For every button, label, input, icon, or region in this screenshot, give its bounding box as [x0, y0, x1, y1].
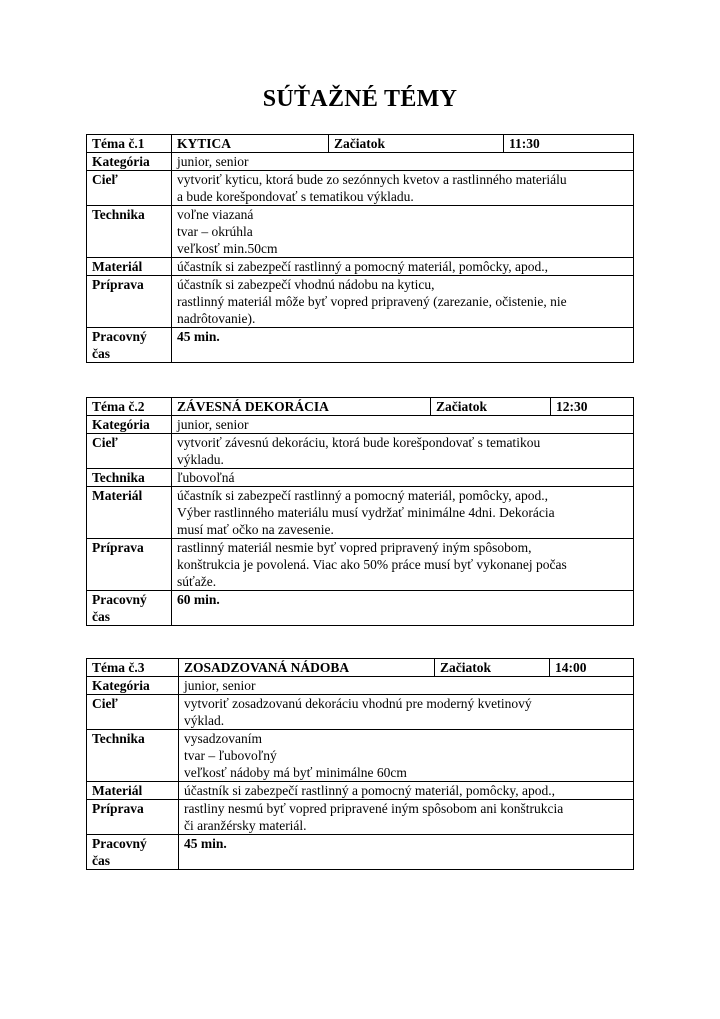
value-ciel: vytvoriť kyticu, ktorá bude zo sezónnych kvetov a rastlinného materiálu a bude korešpondovať s tematikou výkladu.	[172, 171, 634, 206]
label-kategoria: Kategória	[87, 677, 179, 695]
row-priprava	[87, 800, 634, 835]
start-label: Začiatok	[329, 135, 504, 153]
theme-name: KYTICA	[172, 135, 329, 153]
theme-header-row	[87, 398, 634, 416]
label-ciel: Cieľ	[87, 171, 172, 206]
label-ciel: Cieľ	[87, 695, 179, 730]
label-technika: Technika	[87, 730, 179, 782]
label-material: Materiál	[87, 782, 179, 800]
row-kategoria	[87, 416, 634, 434]
row-ciel	[87, 434, 634, 469]
start-time: 12:30	[551, 398, 634, 416]
label-pracovny-cas: Pracovný čas	[87, 591, 172, 626]
theme-name: ZOSADZOVANÁ NÁDOBA	[179, 659, 435, 677]
value-pracovny-cas: 60 min.	[172, 591, 634, 626]
label-technika: Technika	[87, 206, 172, 258]
label-material: Materiál	[87, 258, 172, 276]
theme-number: Téma č.2	[87, 398, 172, 416]
theme-name: ZÁVESNÁ DEKORÁCIA	[172, 398, 431, 416]
theme-header-row	[87, 135, 634, 153]
value-pracovny-cas: 45 min.	[172, 328, 634, 363]
label-kategoria: Kategória	[87, 153, 172, 171]
row-kategoria	[87, 677, 634, 695]
start-label: Začiatok	[435, 659, 550, 677]
theme-number: Téma č.3	[87, 659, 179, 677]
row-technika	[87, 469, 634, 487]
label-ciel: Cieľ	[87, 434, 172, 469]
page-title: SÚŤAŽNÉ TÉMY	[262, 86, 458, 112]
start-time: 14:00	[550, 659, 634, 677]
value-pracovny-cas: 45 min.	[179, 835, 634, 870]
row-priprava	[87, 539, 634, 591]
label-technika: Technika	[87, 469, 172, 487]
label-priprava: Príprava	[87, 800, 179, 835]
theme-header-row	[87, 659, 634, 677]
label-kategoria: Kategória	[87, 416, 172, 434]
value-material: účastník si zabezpečí rastlinný a pomocný materiál, pomôcky, apod.,	[179, 782, 634, 800]
label-pracovny-cas: Pracovný čas	[87, 835, 179, 870]
theme-table-2	[86, 397, 634, 626]
label-priprava: Príprava	[87, 539, 172, 591]
value-ciel: vytvoriť zosadzovanú dekoráciu vhodnú pre moderný kvetinový výklad.	[179, 695, 634, 730]
value-technika: voľne viazaná tvar – okrúhla veľkosť min.50cm	[172, 206, 634, 258]
row-pracovny-cas	[87, 591, 634, 626]
value-priprava: účastník si zabezpečí vhodnú nádobu na kyticu, rastlinný materiál môže byť vopred pripravený (zarezanie, očistenie, nie nadrôtovanie).	[172, 276, 634, 328]
row-kategoria	[87, 153, 634, 171]
start-time: 11:30	[504, 135, 634, 153]
row-technika	[87, 730, 634, 782]
row-ciel	[87, 695, 634, 730]
label-material: Materiál	[87, 487, 172, 539]
row-pracovny-cas	[87, 835, 634, 870]
value-ciel: vytvoriť závesnú dekoráciu, ktorá bude korešpondovať s tematikou výkladu.	[172, 434, 634, 469]
value-kategoria: junior, senior	[172, 416, 634, 434]
label-pracovny-cas: Pracovný čas	[87, 328, 172, 363]
start-label: Začiatok	[431, 398, 551, 416]
theme-number: Téma č.1	[87, 135, 172, 153]
row-priprava	[87, 276, 634, 328]
row-ciel	[87, 171, 634, 206]
value-technika: ľubovoľná	[172, 469, 634, 487]
label-priprava: Príprava	[87, 276, 172, 328]
row-pracovny-cas	[87, 328, 634, 363]
row-material	[87, 258, 634, 276]
value-kategoria: junior, senior	[172, 153, 634, 171]
value-technika: vysadzovaním tvar – ľubovoľný veľkosť nádoby má byť minimálne 60cm	[179, 730, 634, 782]
value-material: účastník si zabezpečí rastlinný a pomocný materiál, pomôcky, apod.,	[172, 258, 634, 276]
value-kategoria: junior, senior	[179, 677, 634, 695]
value-priprava: rastlinný materiál nesmie byť vopred pripravený iným spôsobom, konštrukcia je povolená. Viac ako 50% práce musí byť vykonanej počas súťaže.	[172, 539, 634, 591]
theme-table-1	[86, 134, 634, 363]
value-priprava: rastliny nesmú byť vopred pripravené iným spôsobom ani konštrukcia či aranžérsky materiál.	[179, 800, 634, 835]
theme-table-3	[86, 658, 634, 870]
value-material: účastník si zabezpečí rastlinný a pomocný materiál, pomôcky, apod., Výber rastlinného materiálu musí vydržať minimálne 4dni. Dekorácia musí mať očko na zavesenie.	[172, 487, 634, 539]
row-material	[87, 782, 634, 800]
row-material	[87, 487, 634, 539]
row-technika	[87, 206, 634, 258]
